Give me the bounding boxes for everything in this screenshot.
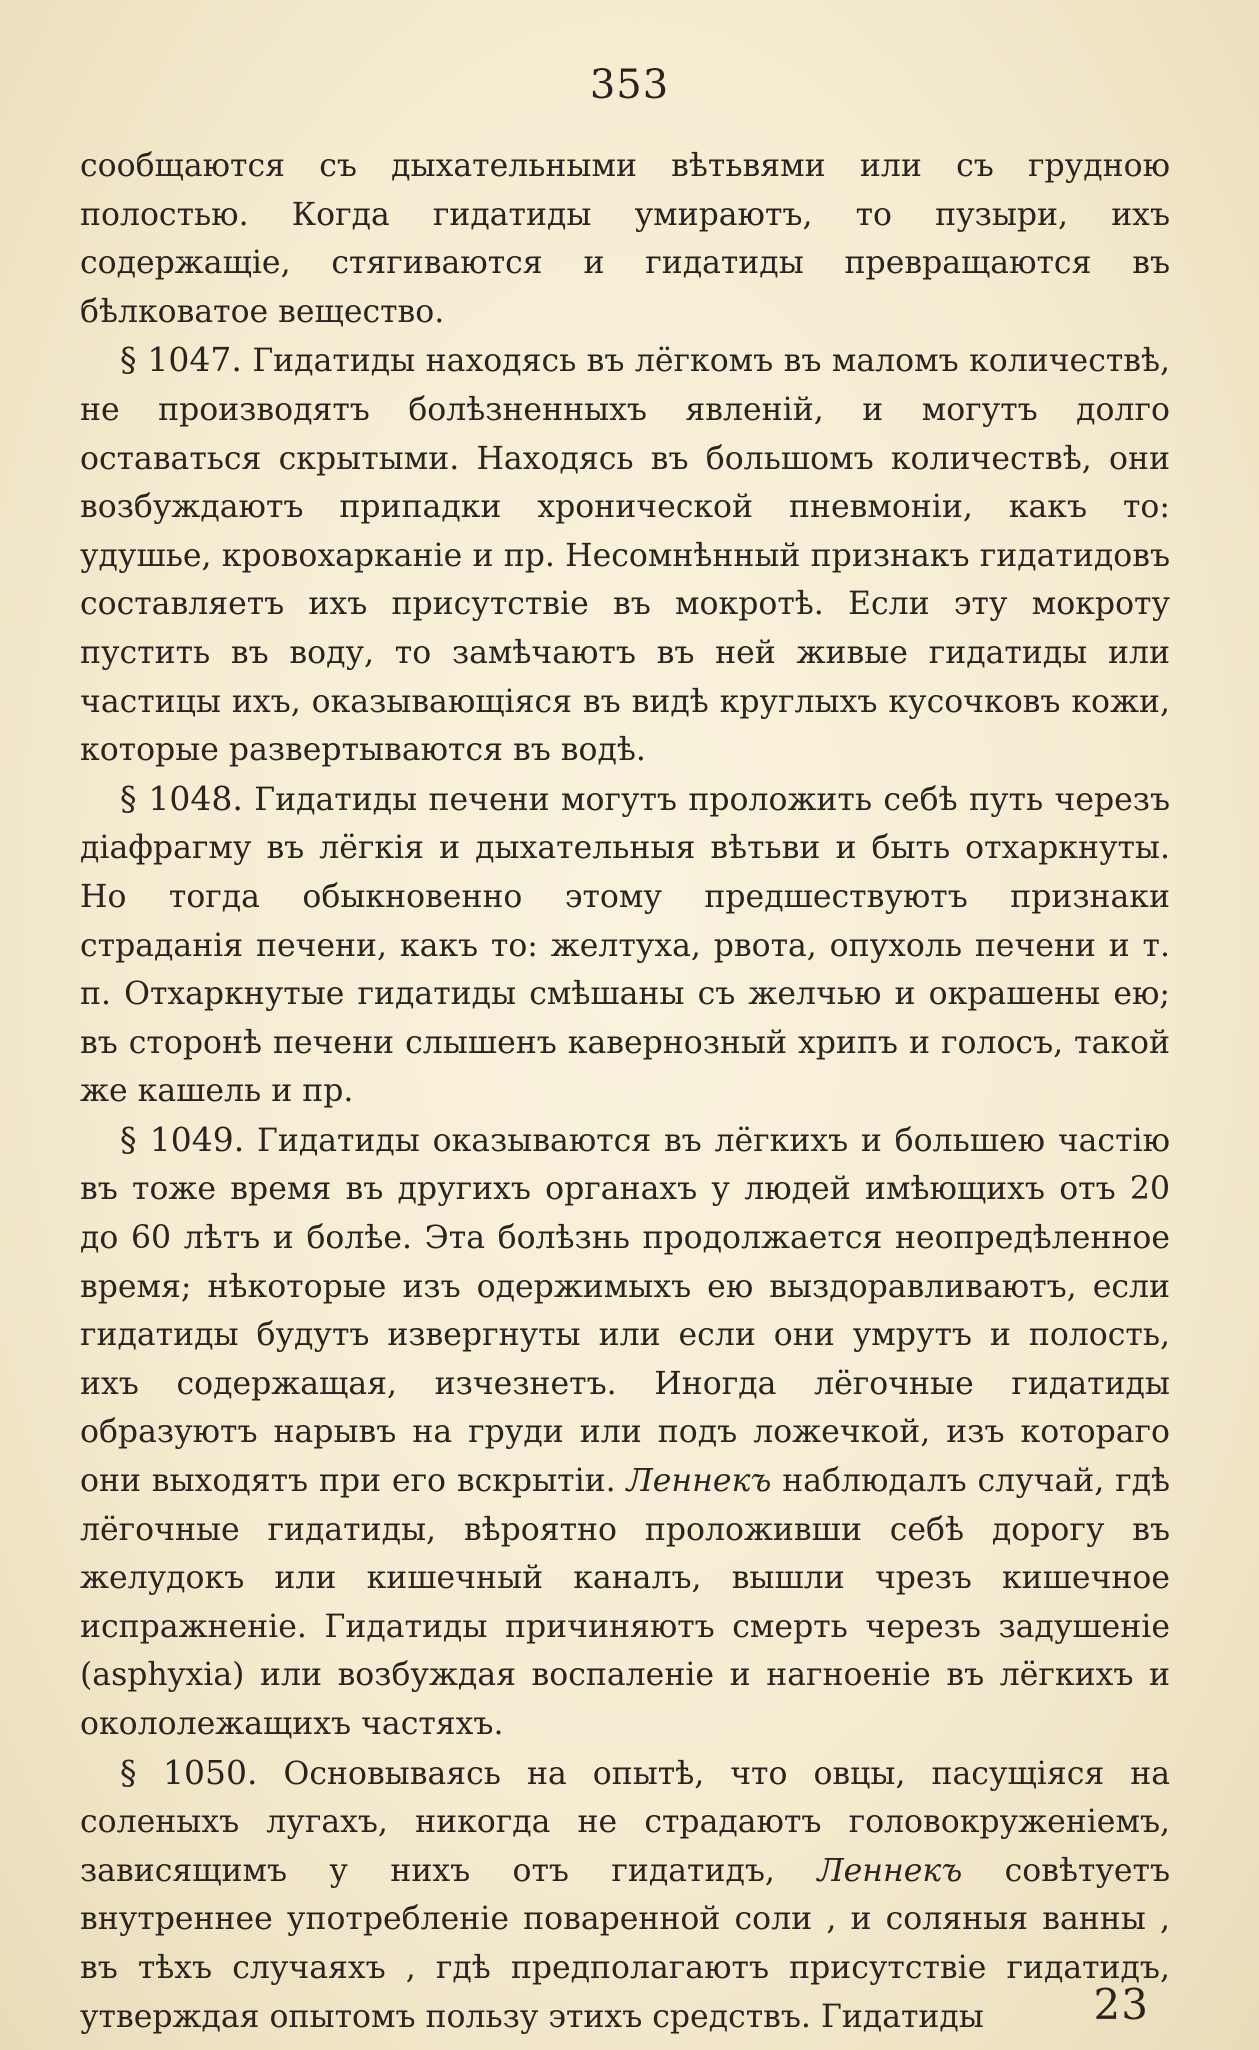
section-number: § 1048.	[120, 778, 243, 818]
section-number: § 1047.	[120, 340, 242, 380]
paragraph-section-1049	[80, 1116, 1170, 1749]
paragraph-text: Гидатиды оказываются въ лёгкихъ и большею частію въ тоже время въ другихъ органахъ у людей имѣющихъ отъ 20 до 60 лѣтъ и болѣе. Эта болѣзнь продолжается неопредѣленное время; нѣкоторые изъ одержимыхъ ею выздоравливаютъ, если гидатиды будутъ извергнуты или если они умрутъ и полость, ихъ содержащая, изчезнетъ. Иногда лёгочные гидатиды образуютъ нарывъ на груди или подъ ложечкой, изъ котораго они выходятъ при его вскрытіи.	[80, 1122, 1170, 1500]
paragraph-text: наблюдалъ случай, гдѣ лёгочные гидатиды, вѣроятно проложивши себѣ дорогу въ желудокъ или кишечный каналъ, вышли чрезъ кишечное испражненіе. Гидатиды причиняютъ смерть черезъ задушеніе (asphyxia) или возбуждая воспаленіе и нагноеніе въ лёгкихъ и окололежащихъ частяхъ.	[80, 1463, 1170, 1742]
paragraph-text: совѣтуетъ внутреннее употребленіе поваренной соли , и соляныя ванны , въ тѣхъ случаяхъ , гдѣ предполагаютъ присутствіе гидатидъ, утверждая опытомъ пользу этихъ средствъ. Гидатиды	[80, 1852, 1171, 2035]
author-name: Леннекъ	[817, 1852, 963, 1889]
paragraph-text: Основываясь на опытѣ, что овцы, пасущіяся на соленыхъ лугахъ, никогда не страдаютъ головокруженіемъ, зависящимъ у нихъ отъ гидатидъ,	[80, 1755, 1171, 1889]
paragraph-text: сообщаются съ дыхательными вѣтьвями или съ грудною полостью. Когда гидатиды умираютъ, то пузыри, ихъ содержащіе, стягиваются и гидатиды превращаются въ бѣлковатое вещество.	[80, 148, 1170, 330]
section-number: § 1049.	[120, 1119, 245, 1159]
author-name: Леннекъ	[626, 1463, 772, 1500]
paragraph-section-1048	[80, 775, 1170, 1116]
signature-mark: 23	[1093, 1980, 1149, 2029]
page-number: 353	[589, 62, 670, 108]
body-text	[80, 142, 1170, 2041]
section-number: § 1050.	[120, 1752, 258, 1792]
paragraph-section-1050	[80, 1749, 1170, 2042]
paragraph-text: Гидатиды печени могутъ проложить себѣ путь черезъ діафрагму въ лёгкія и дыхательныя вѣтьви и быть отхаркнуты. Но тогда обыкновенно этому предшествуютъ признаки страданія печени, какъ то: желтуха, рвота, опухоль печени и т. п. Отхаркнутые гидатиды смѣшаны съ желчью и окрашены ею; въ сторонѣ печени слышенъ кавернозный хрипъ и голосъ, такой же кашель и пр.	[80, 781, 1170, 1110]
paragraph-section-1047	[80, 336, 1170, 774]
paragraph-text: Гидатиды находясь въ лёгкомъ въ маломъ количествѣ, не производятъ болѣзненныхъ явленій, и могутъ долго оставаться скрытыми. Находясь въ большомъ количествѣ, они возбуждаютъ припадки хронической пневмоніи, какъ то: удушье, кровохарканіе и пр. Несомнѣнный признакъ гидатидовъ составляетъ ихъ присутствіе въ мокротѣ. Если эту мокроту пустить въ воду, то замѣчаютъ въ ней живые гидатиды или частицы ихъ, оказывающіяся въ видѣ круглыхъ кусочковъ кожи, которые развертываются въ водѣ.	[80, 343, 1171, 769]
paragraph-continuation	[80, 142, 1170, 336]
